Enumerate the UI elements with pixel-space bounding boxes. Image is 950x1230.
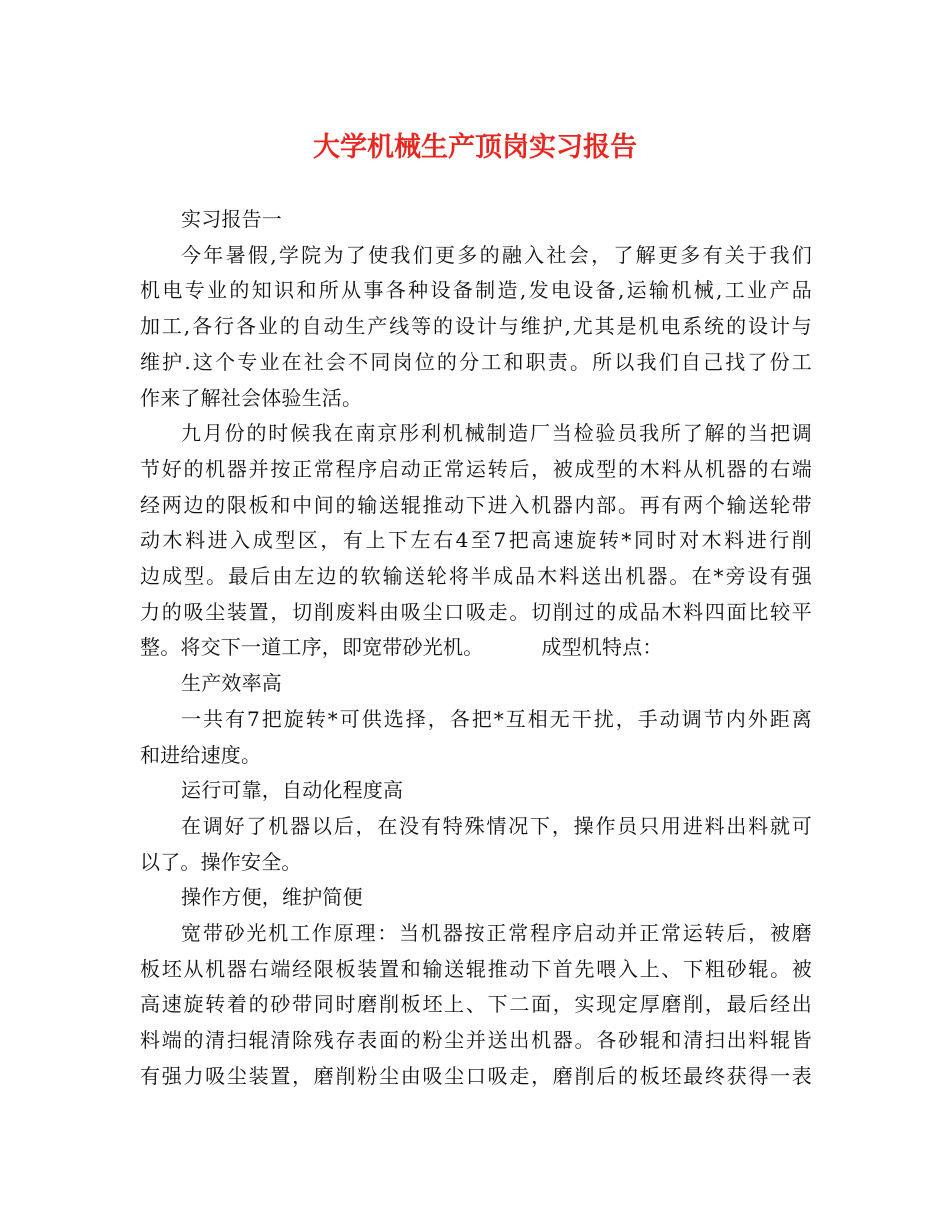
document-body <box>140 202 812 1095</box>
text-line <box>140 238 812 274</box>
text-line <box>140 416 812 452</box>
text-line-content: 作来了解社会体验生活。 <box>140 385 363 410</box>
text-line-content: 整。将交下一道工序，即宽带砂光机。 <box>140 635 484 660</box>
text-line <box>140 523 812 559</box>
text-line-content: 高速旋转着的砂带同时磨削板坯上、下二面，实现定厚磨削，最后经出 <box>140 992 812 1017</box>
text-line-content: 维护.这个专业在社会不同岗位的分工和职责。所以我们自己找了份工 <box>140 349 812 374</box>
text-line-content: 和进给速度。 <box>140 742 262 767</box>
document-title: 大学机械生产顶岗实习报告 <box>313 132 637 163</box>
text-line <box>140 345 812 381</box>
text-line <box>140 1023 812 1059</box>
text-line <box>140 987 812 1023</box>
text-line-content: 机电专业的知识和所从事各种设备制造,发电设备,运输机械,工业产品 <box>140 278 812 303</box>
text-line-content: 在调好了机器以后，在没有特殊情况下，操作员只用进料出料就可 <box>181 813 812 838</box>
text-line <box>140 738 812 774</box>
text-line-content: 有强力吸尘装置，磨削粉尘由吸尘口吸走，磨削后的板坯最终获得一表 <box>140 1063 812 1088</box>
text-line-content: 操作方便，维护简便 <box>181 885 363 910</box>
text-line-tail: 成型机特点： <box>541 635 663 660</box>
text-line <box>140 452 812 488</box>
text-line <box>140 595 812 631</box>
text-line <box>140 559 812 595</box>
text-line <box>140 845 812 881</box>
text-line-content: 实习报告一 <box>181 207 282 231</box>
text-line <box>140 702 812 738</box>
text-line <box>140 880 812 916</box>
text-line <box>140 630 812 666</box>
text-line-content: 今年暑假,学院为了使我们更多的融入社会，了解更多有关于我们 <box>181 242 812 267</box>
text-line-content: 宽带砂光机工作原理：当机器按正常程序启动并正常运转后，被磨 <box>181 921 812 946</box>
text-line <box>140 381 812 417</box>
text-line-content: 板坯从机器右端经限板装置和输送辊推动下首先喂入上、下粗砂辊。被 <box>140 956 812 981</box>
text-line <box>140 773 812 809</box>
text-line-content: 动木料进入成型区，有上下左右4至7把高速旋转*同时对木料进行削 <box>140 528 812 553</box>
text-line-content: 经两边的限板和中间的输送辊推动下进入机器内部。再有两个输送轮带 <box>140 492 812 517</box>
text-line <box>140 1059 812 1095</box>
text-line-content: 节好的机器并按正常程序启动正常运转后，被成型的木料从机器的右端 <box>140 456 812 481</box>
text-line-content: 九月份的时候我在南京彤利机械制造厂当检验员我所了解的当把调 <box>181 421 812 446</box>
text-line-content: 边成型。最后由左边的软输送轮将半成品木料送出机器。在*旁设有强 <box>140 564 812 589</box>
text-line-content: 生产效率高 <box>181 671 282 696</box>
text-line-content: 运行可靠，自动化程度高 <box>181 778 404 803</box>
text-line-content: 以了。操作安全。 <box>140 849 302 874</box>
text-line <box>140 916 812 952</box>
text-line <box>140 952 812 988</box>
text-line-content: 料端的清扫辊清除残存表面的粉尘并送出机器。各砂辊和清扫出料辊皆 <box>140 1028 812 1053</box>
text-line <box>140 666 812 702</box>
text-line-content: 力的吸尘装置，切削废料由吸尘口吸走。切削过的成品木料四面比较平 <box>140 599 812 624</box>
text-line <box>140 202 812 238</box>
text-line <box>140 488 812 524</box>
text-line <box>140 309 812 345</box>
text-line <box>140 809 812 845</box>
text-line-content: 一共有7把旋转*可供选择，各把*互相无干扰，手动调节内外距离 <box>181 706 812 731</box>
text-line-content: 加工,各行各业的自动生产线等的设计与维护,尤其是机电系统的设计与 <box>140 314 812 339</box>
text-line <box>140 273 812 309</box>
